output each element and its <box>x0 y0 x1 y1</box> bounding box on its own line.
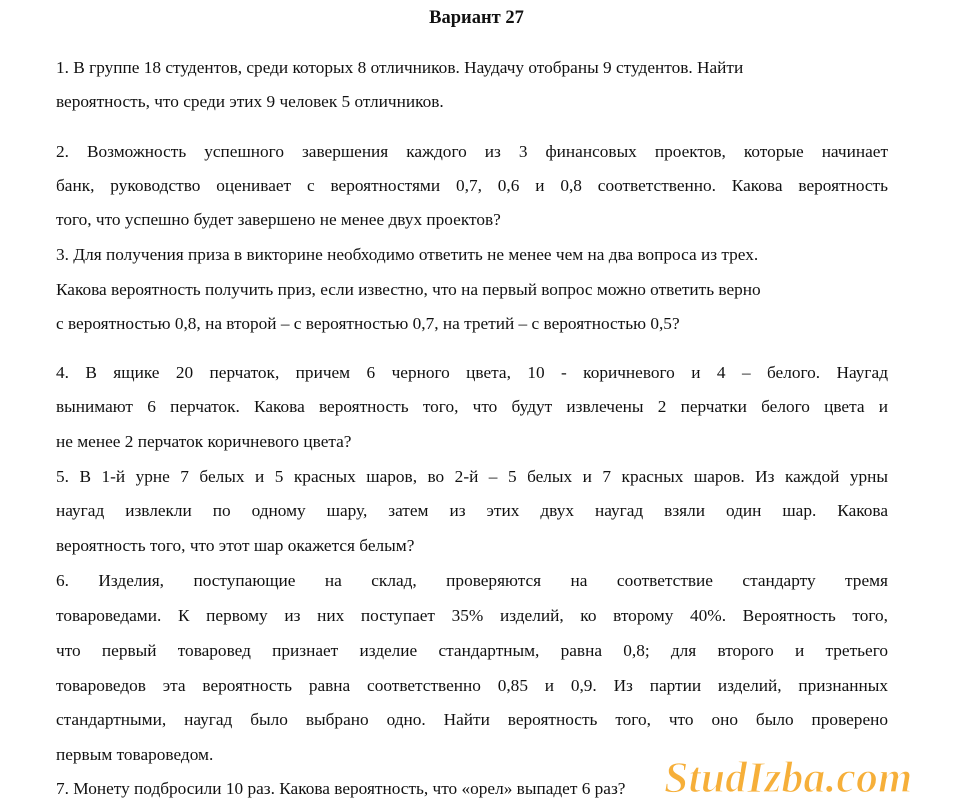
text-line: 4. В ящике 20 перчаток, причем 6 черного цвета, 10 - коричневого и 4 – белого. Наугад <box>56 363 888 382</box>
text-line: 6. Изделия, поступающие на склад, проверяются на соответствие стандарту тремя <box>56 571 888 590</box>
text-line: товароведами. К первому из них поступает 35% изделий, ко второму 40%. Вероятность того, <box>56 606 888 625</box>
text-line: вынимают 6 перчаток. Какова вероятность того, что будут извлечены 2 перчатки белого цвета и <box>56 397 888 416</box>
text-line: вероятность того, что этот шар окажется белым? <box>56 536 415 555</box>
text-line: стандартными, наугад было выбрано одно. Найти вероятность того, что оно было проверено <box>56 710 888 729</box>
text-line: не менее 2 перчаток коричневого цвета? <box>56 432 352 451</box>
text-line: 2. Возможность успешного завершения каждого из 3 финансовых проектов, которые начинает <box>56 142 888 161</box>
text-line: первым товароведом. <box>56 745 214 764</box>
text-line: с вероятностью 0,8, на второй – с вероятностью 0,7, на третий – с вероятностью 0,5? <box>56 314 680 333</box>
text-line: 3. Для получения приза в викторине необходимо ответить не менее чем на два вопроса из трех. <box>56 245 759 264</box>
text-line: 5. В 1-й урне 7 белых и 5 красных шаров, во 2-й – 5 белых и 7 красных шаров. Из каждой урны <box>56 467 888 486</box>
text-line: что первый товаровед признает изделие стандартным, равна 0,8; для второго и третьего <box>56 641 888 660</box>
text-line: Какова вероятность получить приз, если известно, что на первый вопрос можно ответить верно <box>56 280 761 299</box>
text-line: того, что успешно будет завершено не менее двух проектов? <box>56 210 501 229</box>
text-line: 1. В группе 18 студентов, среди которых 8 отличников. Наудачу отобраны 9 студентов. Найти <box>56 58 744 77</box>
text-line: товароведов эта вероятность равна соответственно 0,85 и 0,9. Из партии изделий, признанных <box>56 676 888 695</box>
text-line: 7. Монету подбросили 10 раз. Какова вероятность, что «орел» выпадет 6 раз? <box>56 779 626 798</box>
watermark-text: StudIzba.com <box>664 753 913 802</box>
text-line: вероятность, что среди этих 9 человек 5 отличников. <box>56 92 444 111</box>
page-title: Вариант 27 <box>429 8 524 28</box>
text-line: банк, руководство оценивает с вероятностями 0,7, 0,6 и 0,8 соответственно. Какова вероятность <box>56 176 888 195</box>
text-line: наугад извлекли по одному шару, затем из этих двух наугад взяли один шар. Какова <box>56 501 888 520</box>
